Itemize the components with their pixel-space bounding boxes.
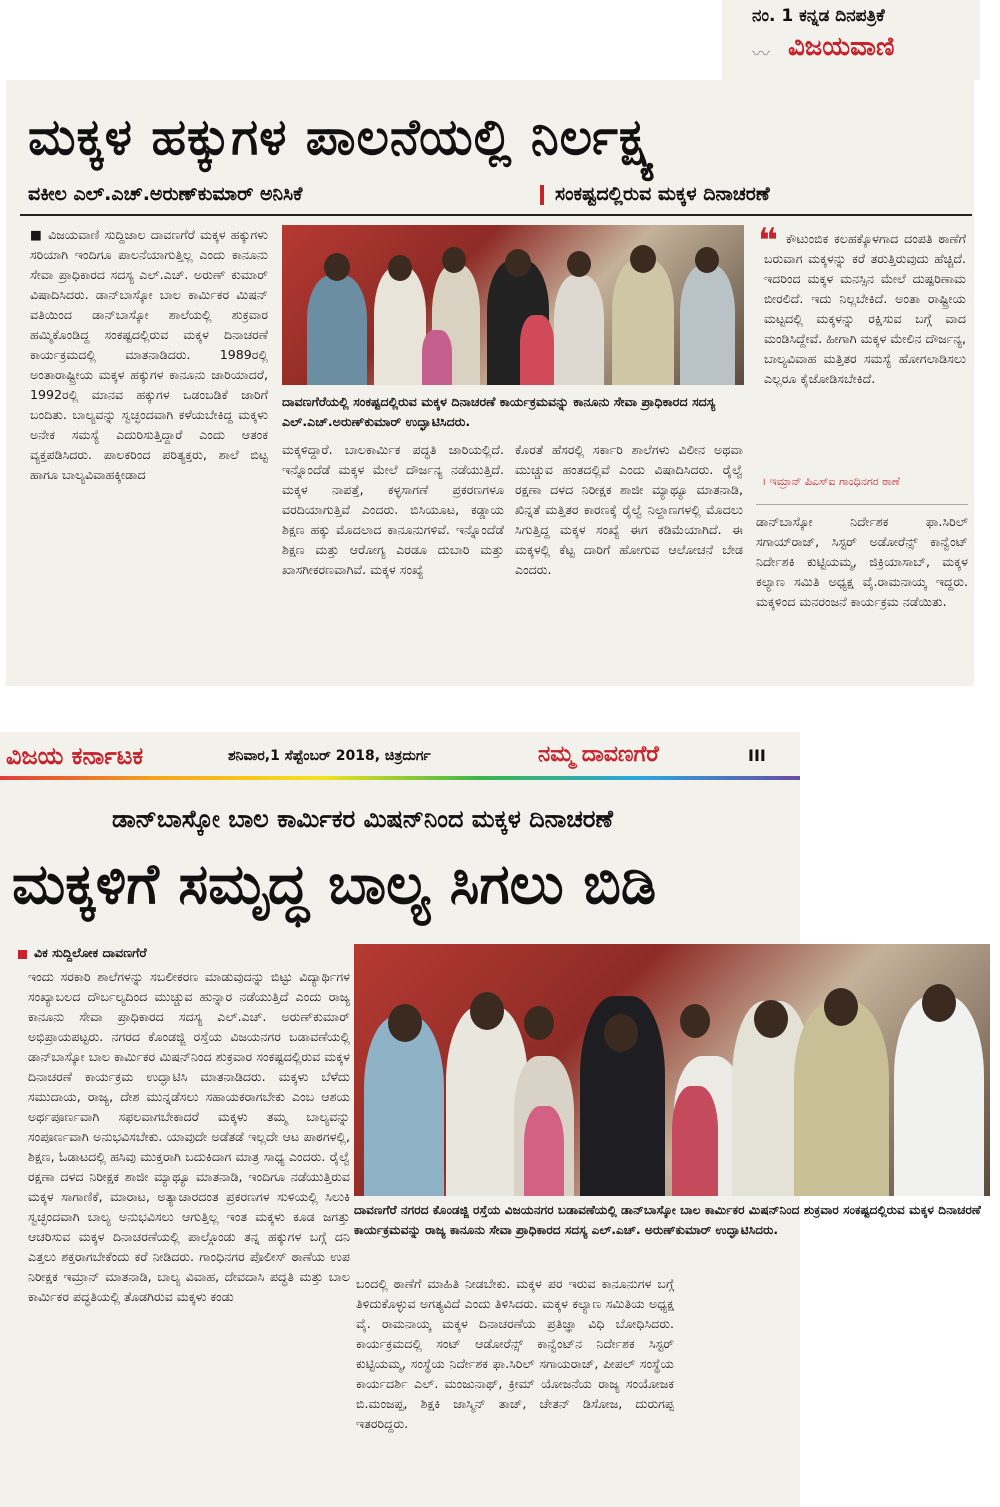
colour-strip <box>0 776 800 780</box>
masthead-tagline: ನಂ. 1 ಕನ್ನಡ ದಿನಪತ್ರಿಕೆ <box>752 6 885 26</box>
body-column-2: ಬಂದಲ್ಲಿ ಠಾಣೆಗೆ ಮಾಹಿತಿ ನೀಡಬೇಕು. ಮಕ್ಕಳ ಪರ ಇರುವ ಕಾನೂನುಗಳ ಬಗ್ಗೆ ತಿಳಿದುಕೊಳ್ಳುವ ಅಗತ್ಯವಿದೆ ಎಂದು ತಿಳಿಸಿದರು. ಮಕ್ಕಳ ಕಲ್ಯಾಣ ಸಮಿತಿಯ ಅಧ್ಯಕ್ಷ ವೈ. ರಾಮನಾಯ್ಕ ಮಕ್ಕಳ ದಿನಾಚರಣೆಯ ಪ್ರತಿಜ್ಞಾ ವಿಧಿ ಬೋಧಿಸಿದರು. ಕಾರ್ಯಕ್ರಮದಲ್ಲಿ ಸಂಟ್ ಆಡೋರೆನ್ಸ್ ಕಾನ್ವೆಂಟ್‌ನ ನಿರ್ದೇಶಕ ಸಿಸ್ಟರ್ ಕುಟ್ಟಿಯಮ್ಮ, ಸಂಸ್ಥೆಯ ನಿರ್ದೇಶಕ ಫಾ.ಸಿರಿಲ್ ಸಗಾಯರಾಜ್, ಪೀಪಲ್ ಸಂಸ್ಥೆಯ ಕಾರ್ಯದರ್ಶಿ ಎಲ್. ಮಂಜುನಾಥ್, ಕ್ರೀಮ್ ಯೋಜನೆಯ ರಾಜ್ಯ ಸಂಯೋಜಕ ಬಿ.ಮಂಜಪ್ಪ, ಶಿಕ್ಷಕಿ ಜಾಸ್ಮಿನ್ ತಾಜ್, ಚೇತನ್ ಡಿಸೋಜ, ದುರುಗಪ್ಪ ಇತರರಿದ್ದರು. <box>356 1276 674 1431</box>
body-column-4: ಡಾನ್‌ಬಾಸ್ಕೋ ನಿರ್ದೇಶಕ ಫಾ.ಸಿರಿಲ್ ಸಗಾಯ್‌ರಾಜ್, ಸಿಸ್ಟರ್ ಅಡೋರೆನ್ಸ್ ಕಾನ್ವೆಂಟ್ ನಿರ್ದೇಶಕಿ ಕುಟ್ಟಿಯಮ್ಮ, ಜಿಕ್ರಿಯಾಸಾಬ್, ಮಕ್ಕಳ ಕಲ್ಯಾಣ ಸಮಿತಿ ಅಧ್ಯಕ್ಷ ವೈ.ರಾಮನಾಯ್ಕ ಇದ್ದರು. ಮಕ್ಕಳಿಂದ ಮನರಂಜನೆ ಕಾರ್ಯಕ್ರಮ ನಡೆಯಿತು. <box>756 514 968 609</box>
byline <box>14 945 344 965</box>
masthead-vijayavani <box>722 0 980 80</box>
subhead <box>20 183 970 209</box>
subhead-right: ಸಂಕಷ್ಟದಲ್ಲಿರುವ ಮಕ್ಕಳ ದಿನಾಚರಣೆ <box>555 183 770 205</box>
quote-attribution: । ಇಮ್ರಾನ್ ಪಿಎಸ್ಐ ಗಾಂಧಿನಗರ ಠಾಣೆ <box>762 475 900 488</box>
event-photo <box>282 225 744 385</box>
photo-caption: ದಾವಣಗೆರೆಯಲ್ಲಿ ಸಂಕಷ್ಟದಲ್ಲಿರುವ ಮಕ್ಕಳ ದಿನಾಚರಣೆ ಕಾರ್ಯಕ್ರಮವನ್ನು ಕಾನೂನು ಸೇವಾ ಪ್ರಾಧಿಕಾರದ ಸದಸ್ಯ ಎಲ್.ಎಚ್.ಅರುಣ್‌ಕುಮಾರ್ ಉದ್ಘಾಟಿಸಿದರು. <box>282 394 716 429</box>
page-marker: III <box>748 746 766 765</box>
quote-mark-icon: ❝ <box>758 221 778 261</box>
headline: ಮಕ್ಕಳಿಗೆ ಸಮೃದ್ಧ ಬಾಲ್ಯ ಸಿಗಲು ಬಿಡಿ <box>12 852 657 917</box>
dateline: ಶನಿವಾರ,1 ಸೆಪ್ಟೆಂಬರ್ 2018, ಚಿತ್ರದುರ್ಗ <box>228 748 431 764</box>
masthead-name: ವಿಜಯವಾಣಿ <box>788 32 895 62</box>
photo-caption: ದಾವಣಗೆರೆ ನಗರದ ಕೊಂಡಜ್ಜಿ ರಸ್ತೆಯ ವಿಜಯನಗರ ಬಡಾವಣೆಯಲ್ಲಿ ಡಾನ್‌ಬಾಸ್ಕೋ ಬಾಲ ಕಾರ್ಮಿಕರ ಮಿಷನ್‌ನಿಂದ ಶುಕ್ರವಾರ ಸಂಕಷ್ಟದಲ್ಲಿರುವ ಮಕ್ಕಳ ದಿನಾಚರಣೆ ಕಾರ್ಯಕ್ರಮವನ್ನು ರಾಜ್ಯ ಕಾನೂನು ಸೇವಾ ಪ್ರಾಧಿಕಾರದ ಸದಸ್ಯ ಎಲ್.ಎಚ್. ಅರುಣ್‌ಕುಮಾರ್ ಉದ್ಘಾಟಿಸಿದರು. <box>354 1203 981 1237</box>
headline: ಮಕ್ಕಳ ಹಕ್ಕುಗಳ ಪಾಲನೆಯಲ್ಲಿ ನಿರ್ಲಕ್ಷ್ಯ <box>28 108 656 166</box>
body-column-2: ಮಕ್ಕಳಿದ್ದಾರೆ. ಬಾಲಕಾರ್ಮಿಕ ಪದ್ಧತಿ ಜಾರಿಯಲ್ಲಿದೆ. ಇನ್ನೊಂದೆಡೆ ಮಕ್ಕಳ ಮೇಲೆ ದೌರ್ಜನ್ಯ ನಡೆಯುತ್ತಿದೆ. ಮಕ್ಕಳ ನಾಪತ್ತೆ, ಕಳ್ಳಸಾಗಣೆ ಪ್ರಕರಣಗಳೂ ವರದಿಯಾಗುತ್ತಿವೆ ಎಂದರು. ಬಿಸಿಯೂಟ, ಕಡ್ಡಾಯ ಶಿಕ್ಷಣ ಹಕ್ಕು ಮೊದಲಾದ ಕಾನೂನುಗಳಿವೆ. ಇನ್ನೊಂದೆಡೆ ಶಿಕ್ಷಣ ಮತ್ತು ಆರೋಗ್ಯ ಎರಡೂ ದುಬಾರಿ ಮತ್ತು ಖಾಸಗೀಕರಣವಾಗಿವೆ. ಮಕ್ಕಳ ಸಂಖ್ಯೆ <box>282 442 504 577</box>
subhead-divider <box>540 185 544 205</box>
byline-text: ವಿಕ ಸುದ್ದಿಲೋಕ ದಾವಣಗೆರೆ <box>34 945 147 960</box>
body-column-1: ■ ವಿಜಯವಾಣಿ ಸುದ್ದಿಜಾಲ ದಾವಣಗೆರೆ ಮಕ್ಕಳ ಹಕ್ಕುಗಳು ಸರಿಯಾಗಿ ಇಂದಿಗೂ ಪಾಲನೆಯಾಗುತ್ತಿಲ್ಲ ಎಂದು ಕಾನೂನು ಸೇವಾ ಪ್ರಾಧಿಕಾರದ ಸದಸ್ಯ ಎಲ್.ಎಚ್. ಅರುಣ್ ಕುಮಾರ್ ವಿಷಾದಿಸಿದರು. ಡಾನ್‌ಬಾಸ್ಕೋ ಬಾಲ ಕಾರ್ಮಿಕರ ಮಿಷನ್ ವತಿಯಿಂದ ಡಾನ್‌ಬಾಸ್ಕೋ ಶಾಲೆಯಲ್ಲಿ ಶುಕ್ರವಾರ ಹಮ್ಮಿಕೊಂಡಿದ್ದ ಸಂಕಷ್ಟದಲ್ಲಿರುವ ಮಕ್ಕಳ ದಿನಾಚರಣೆ ಕಾರ್ಯಕ್ರಮದಲ್ಲಿ ಮಾತನಾಡಿದರು. 1989ರಲ್ಲಿ ಅಂತಾರಾಷ್ಟ್ರೀಯ ಮಕ್ಕಳ ಹಕ್ಕುಗಳ ಕಾನೂನು ಜಾರಿಯಾದರೆ, 1992ರಲ್ಲಿ ಮಾನವ ಹಕ್ಕುಗಳ ಒಡಂಬಡಿಕೆ ಜಾರಿಗೆ ಬಂದಿತು. ಬಾಲ್ಯವನ್ನು ಸ್ವಚ್ಛಂದವಾಗಿ ಕಳೆಯಬೇಕಿದ್ದ ಮಕ್ಕಳು ಅನೇಕ ಸಮಸ್ಯೆ ಎದುರಿಸುತ್ತಿದ್ದಾರೆ ಎಂದು ಆತಂಕ ವ್ಯಕ್ತಪಡಿಸಿದರು. ಪಾಲಕರಿಂದ ಪರಿತ್ಯಕ್ತರು, ಶಾಲೆ ಬಿಟ್ಟ ಹಾಗೂ ಬಾಲ್ಯವಿವಾಹಕ್ಕೀಡಾದ <box>30 227 268 482</box>
masthead-logo <box>752 32 977 66</box>
subhead-left: ವಕೀಲ ಎಲ್.ಎಚ್.ಅರುಣ್‌ಕುಮಾರ್ ಅನಿಸಿಕೆ <box>28 183 303 205</box>
masthead-vk <box>0 740 800 780</box>
body-column-1: ಇಂದು ಸರಕಾರಿ ಶಾಲೆಗಳನ್ನು ಸಬಲೀಕರಣ ಮಾಡುವುದನ್ನು ಬಿಟ್ಟು ವಿದ್ಯಾರ್ಥಿಗಳ ಸಂಖ್ಯಾಬಲದ ದೌರ್ಬಲ್ಯದಿಂದ ಮುಚ್ಚುವ ಹುನ್ನಾರ ನಡೆಯುತ್ತಿದೆ ಎಂದು ರಾಜ್ಯ ಕಾನೂನು ಸೇವಾ ಪ್ರಾಧಿಕಾರದ ಸದಸ್ಯ ಎಲ್.ಎಚ್. ಅರುಣ್‌ಕುಮಾರ್ ಅಭಿಪ್ರಾಯಪಟ್ಟರು. ನಗರದ ಕೊಂಡಜ್ಜಿ ರಸ್ತೆಯ ವಿಜಯನಗರ ಬಡಾವಣೆಯಲ್ಲಿ ಡಾನ್‌ಬಾಸ್ಕೋ ಬಾಲ ಕಾರ್ಮಿಕರ ಮಿಷನ್‌ನಿಂದ ಶುಕ್ರವಾರ ಸಂಕಷ್ಟದಲ್ಲಿರುವ ಮಕ್ಕಳ ದಿನಾಚರಣೆ ಕಾರ್ಯಕ್ರಮ ಉದ್ಘಾಟಿಸಿ ಮಾತನಾಡಿದರು. ಮಕ್ಕಳು ಬೆಳೆದು ಸಮುದಾಯ, ರಾಜ್ಯ, ದೇಶ ಮುನ್ನಡೆಸಲು ಸಹಾಯಕರಾಗಬೇಕು ಎಂಬ ಆಶಯ ಅರ್ಥಪೂರ್ಣವಾಗಿ ಸಫಲವಾಗಬೇಕಾದರೆ ಮಕ್ಕಳು ತಮ್ಮ ಬಾಲ್ಯವನ್ನು ಸಂಪೂರ್ಣವಾಗಿ ಅನುಭವಿಸಬೇಕು. ಯಾವುದೇ ಅಡೆತಡೆ ಇಲ್ಲದೇ ಆಟ ಪಾಠಗಳಲ್ಲಿ, ಶಿಕ್ಷಣ, ಓಡಾಟದಲ್ಲಿ ಹಸಿವು ಮುಕ್ತರಾಗಿ ಬದುಕಿದಾಗ ಮಾತ್ರ ಸಾಧ್ಯ ಎಂದರು. ರೈಲ್ವೆ ರಕ್ಷಣಾ ದಳದ ನಿರೀಕ್ಷಕ ಶಾಜೀ ಮ್ಯಾಥ್ಯೂ ಮಾತನಾಡಿ, ಇಂದಿಗೂ ನಡೆಯುತ್ತಿರುವ ಮಕ್ಕಳ ಸಾಗಾಣಿಕೆ, ಮಾರಾಟ, ಅತ್ಯಾಚಾರದಂತ ಪ್ರಕರಣಗಳ ಸುಳಿಯಲ್ಲಿ ಸಿಲುಕಿ ಸ್ವಚ್ಛಂದವಾಗಿ ಬಾಲ್ಯ ಅನುಭವಿಸಲು ಆಗುತ್ತಿಲ್ಲ ಇಂತ ಮಕ್ಕಳು ಕೂಡ ಜಗತ್ತು ಆಚರಿಸುವ ಮಕ್ಕಳ ದಿನಾಚರಣೆಯಲ್ಲಿ ಪಾಲ್ಗೊಂಡು ತನ್ನ ಹಕ್ಕುಗಳ ಬಗ್ಗೆ ದನಿ ಎತ್ತಲು ಶಕ್ತರಾಗಬೇಕೆಂದು ಕರೆ ನೀಡಿದರು. ಗಾಂಧಿನಗರ ಪೊಲೀಸ್ ಠಾಣೆಯ ಉಪ ನಿರೀಕ್ಷಕ ಇಮ್ರಾನ್ ಮಾತನಾಡಿ, ಬಾಲ್ಯ ವಿವಾಹ, ದೇವದಾಸಿ ಪದ್ಧತಿ ಮತ್ತು ಬಾಲ ಕಾರ್ಮಿಕರ ಪದ್ಧತಿಯಲ್ಲಿ ತೊಡಗಿರುವ ಮಕ್ಕಳು ಕಂಡು <box>28 969 350 1304</box>
byline-bullet-icon <box>18 950 27 959</box>
divider-rule <box>20 214 972 216</box>
bird-icon: 〰 <box>752 44 770 65</box>
body-column-3: ಕೊರತೆ ಹೆಸರಲ್ಲಿ ಸರ್ಕಾರಿ ಶಾಲೆಗಳು ವಿಲೀನ ಅಥವಾ ಮುಚ್ಚುವ ಹಂತದಲ್ಲಿವೆ ಎಂದು ವಿಷಾದಿಸಿದರು. ರೈಲ್ವೆ ರಕ್ಷಣಾ ದಳದ ನಿರೀಕ್ಷಕ ಶಾಜೀ ಮ್ಯಾಥ್ಯೂ ಮಾತನಾಡಿ, ಖಿನ್ನತೆ ಮತ್ತಿತರ ಕಾರಣಕ್ಕೆ ರೈಲ್ವೆ ನಿಲ್ದಾಣಗಳಲ್ಲಿ ಮೊದಲು ಸಿಗುತ್ತಿದ್ದ ಮಕ್ಕಳ ಸಂಖ್ಯೆ ಈಗ ಕಡಿಮೆಯಾಗಿದೆ. ಈ ಮಕ್ಕಳಲ್ಲಿ ಕೆಟ್ಟ ದಾರಿಗೆ ಹೋಗುವ ಆಲೋಚನೆ ಬೇಡ ಎಂದರು. <box>515 442 743 577</box>
kicker: ಡಾನ್‌ಬಾಸ್ಕೋ ಬಾಲ ಕಾರ್ಮಿಕರ ಮಿಷನ್‌ನಿಂದ ಮಕ್ಕಳ ದಿನಾಚರಣೆ <box>112 805 613 833</box>
quote-text: ಕೌಟುಂಬಿಕ ಕಲಹಕ್ಕೊಳಗಾದ ದಂಪತಿ ಠಾಣೆಗೆ ಬರುವಾಗ ಮಕ್ಕಳನ್ನು ಕರೆ ತರುತ್ತಿರುವುದು ಹೆಚ್ಚಿದೆ. ಇದರಿಂದ ಮಕ್ಕಳ ಮನಸ್ಸಿನ ಮೇಲೆ ದುಷ್ಪರಿಣಾಮ ಬೀರಲಿದೆ. ಇದು ನಿಲ್ಲಬೇಕಿದೆ. ಅಂತಾ ರಾಷ್ಟ್ರೀಯ ಮಟ್ಟದಲ್ಲಿ ಮಕ್ಕಳನ್ನು ರಕ್ಷಿಸುವ ಬಗ್ಗೆ ವಾದ ಮಂಡಿಸಿದ್ದೇವೆ. ಹೀಗಾಗಿ ಮಕ್ಕಳ ಮೇಲಿನ ದೌರ್ಜನ್ಯ, ಬಾಲ್ಯವಿವಾಹ ಮತ್ತಿತರ ಸಮಸ್ಯೆ ಹೋಗಲಾಡಿಸಲು ಎಲ್ಲರೂ ಕೈಜೋಡಿಸಬೇಕಿದೆ. <box>764 231 966 386</box>
section-name: ನಮ್ಮ ದಾವಣಗೆರೆ <box>538 742 659 767</box>
event-photo <box>354 944 990 1196</box>
quote-box <box>756 221 968 505</box>
masthead-name: ವಿಜಯ ಕರ್ನಾಟಕ <box>6 742 144 770</box>
